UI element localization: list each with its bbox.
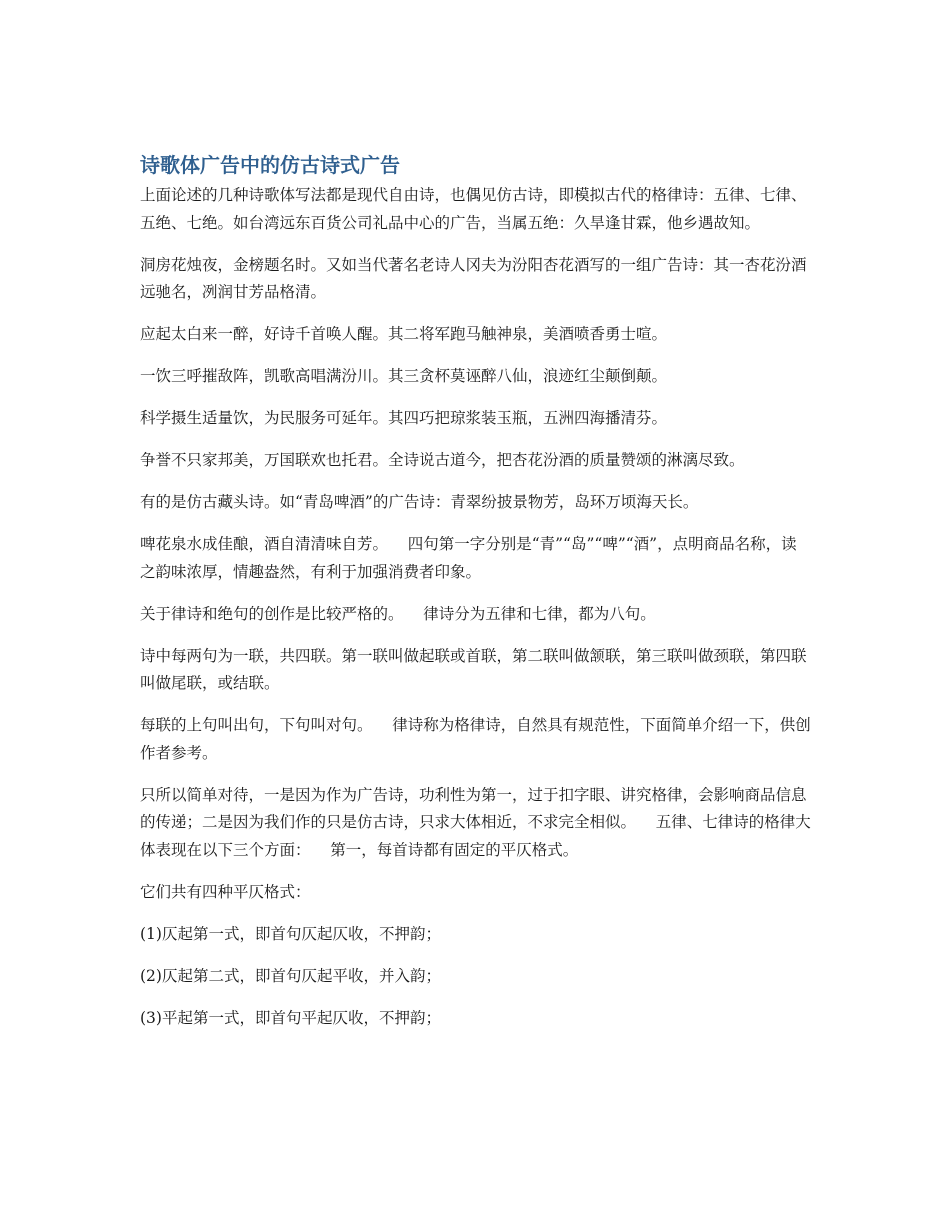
paragraph: 争誉不只家邦美，万国联欢也托君。全诗说古道今，把杏花汾酒的质量赞颂的淋漓尽致。 (140, 451, 745, 469)
paragraph: 它们共有四种平仄格式： (140, 882, 311, 901)
document-body (140, 150, 812, 1047)
paragraph: 啤花泉水成佳酿，酒自清清味自芳。 四句第一字分别是“青”“岛”“啤”“酒”，点明商品名称，读之韵味浓厚，情趣盎然，有利于加强消费者印象。 (140, 535, 797, 581)
list-item: (2)仄起第二式，即首句仄起平收，并入韵； (140, 966, 441, 985)
document-title: 诗歌体广告中的仿古诗式广告 (140, 153, 400, 177)
paragraph: 每联的上句叫出句，下句叫对句。 律诗称为格律诗，自然具有规范性，下面简单介绍一下，供创作者参考。 (140, 716, 811, 762)
list-item: (1)仄起第一式，即首句仄起仄收，不押韵； (140, 924, 441, 943)
paragraph: 只所以简单对待，一是因为作为广告诗，功利性为第一，过于扣字眼、讲究格律，会影响商品信息的传递；二是因为我们作的只是仿古诗，只求大体相近，不求完全相似。 五律、七律诗的格律大体表现在以下三个方面： 第一，每首诗都有固定的平仄格式。 (140, 785, 811, 859)
list-item: (3)平起第一式，即首句平起仄收，不押韵； (140, 1008, 441, 1027)
paragraph: 科学摄生适量饮，为民服务可延年。其四巧把琼浆装玉瓶，五洲四海播清芬。 (140, 409, 668, 427)
paragraph: 应起太白来一醉，好诗千首唤人醒。其二将军跑马触神泉，美酒喷香勇士喧。 (140, 325, 668, 343)
paragraph: 有的是仿古藏头诗。如“青岛啤酒”的广告诗：青翠纷披景物芳，岛环万顷海天长。 (140, 493, 699, 511)
paragraph: 关于律诗和绝句的创作是比较严格的。 律诗分为五律和七律，都为八句。 (140, 604, 656, 623)
paragraph: 一饮三呼摧敌阵，凯歌高唱满汾川。其三贪杯莫诬醉八仙，浪迹红尘颠倒颠。 (140, 367, 668, 385)
paragraph: 诗中每两句为一联，共四联。第一联叫做起联或首联，第二联叫做颔联，第三联叫做颈联，第四联叫做尾联，或结联。 (140, 646, 807, 692)
paragraph: 上面论述的几种诗歌体写法都是现代自由诗，也偶见仿古诗，即模拟古代的格律诗：五律、七律、五绝、七绝。如台湾远东百货公司礼品中心的广告，当属五绝：久旱逢甘霖，他乡遇故知。 (140, 186, 807, 232)
paragraph: 洞房花烛夜，金榜题名时。又如当代著名老诗人冈夫为汾阳杏花酒写的一组广告诗：其一杏花汾酒远驰名，冽润甘芳品格清。 (140, 255, 807, 301)
